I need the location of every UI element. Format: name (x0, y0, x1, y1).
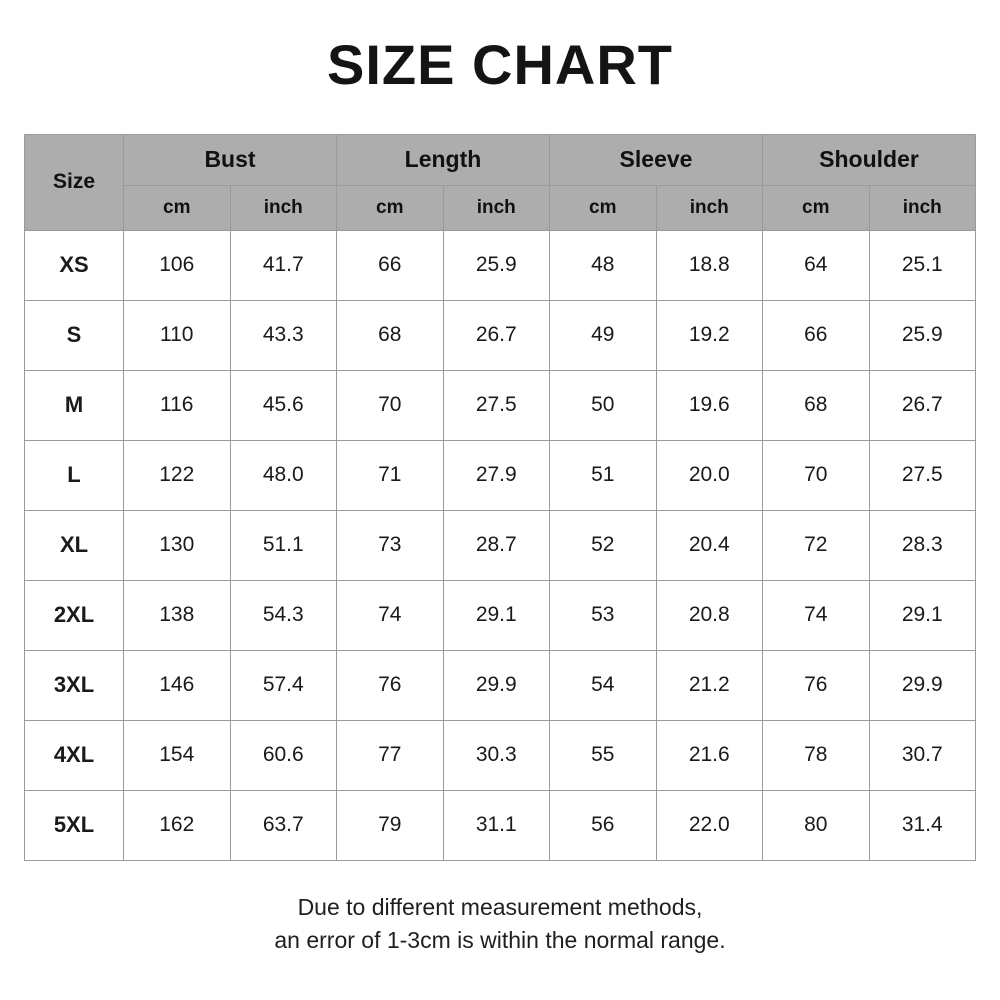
cell-sleeve-inch: 19.6 (656, 370, 763, 440)
cell-length-inch: 25.9 (443, 230, 550, 300)
cell-shoulder-cm: 72 (763, 510, 870, 580)
cell-sleeve-cm: 48 (550, 230, 657, 300)
cell-shoulder-inch: 29.1 (869, 580, 976, 650)
cell-sleeve-cm: 55 (550, 720, 657, 790)
cell-length-cm: 79 (337, 790, 444, 860)
cell-bust-cm: 130 (124, 510, 231, 580)
cell-shoulder-inch: 29.9 (869, 650, 976, 720)
cell-size: 4XL (25, 720, 124, 790)
cell-shoulder-cm: 76 (763, 650, 870, 720)
cell-length-inch: 27.9 (443, 440, 550, 510)
cell-length-cm: 71 (337, 440, 444, 510)
column-header-shoulder-inch: inch (869, 185, 976, 230)
cell-length-inch: 27.5 (443, 370, 550, 440)
cell-length-inch: 26.7 (443, 300, 550, 370)
cell-length-cm: 77 (337, 720, 444, 790)
cell-bust-inch: 48.0 (230, 440, 337, 510)
cell-shoulder-cm: 80 (763, 790, 870, 860)
cell-shoulder-cm: 66 (763, 300, 870, 370)
cell-length-cm: 73 (337, 510, 444, 580)
cell-size: M (25, 370, 124, 440)
cell-sleeve-inch: 20.8 (656, 580, 763, 650)
cell-size: 5XL (25, 790, 124, 860)
cell-length-inch: 29.1 (443, 580, 550, 650)
cell-length-inch: 28.7 (443, 510, 550, 580)
cell-bust-inch: 63.7 (230, 790, 337, 860)
cell-shoulder-inch: 31.4 (869, 790, 976, 860)
cell-bust-cm: 116 (124, 370, 231, 440)
table-row (25, 370, 976, 440)
cell-shoulder-cm: 64 (763, 230, 870, 300)
cell-bust-cm: 122 (124, 440, 231, 510)
column-header-length-cm: cm (337, 185, 444, 230)
cell-length-cm: 74 (337, 580, 444, 650)
column-group-bust: Bust (124, 134, 337, 185)
table-row (25, 510, 976, 580)
column-header-sleeve-cm: cm (550, 185, 657, 230)
cell-bust-cm: 106 (124, 230, 231, 300)
table-row (25, 440, 976, 510)
cell-length-inch: 30.3 (443, 720, 550, 790)
cell-shoulder-cm: 78 (763, 720, 870, 790)
cell-sleeve-cm: 49 (550, 300, 657, 370)
cell-shoulder-inch: 27.5 (869, 440, 976, 510)
cell-shoulder-inch: 28.3 (869, 510, 976, 580)
cell-length-cm: 66 (337, 230, 444, 300)
column-header-length-inch: inch (443, 185, 550, 230)
cell-bust-inch: 41.7 (230, 230, 337, 300)
measurement-note-line-1: Due to different measurement methods, (297, 893, 703, 920)
cell-bust-cm: 110 (124, 300, 231, 370)
cell-sleeve-cm: 52 (550, 510, 657, 580)
column-group-shoulder: Shoulder (763, 134, 976, 185)
column-header-sleeve-inch: inch (656, 185, 763, 230)
table-header-units-row (25, 185, 976, 230)
cell-sleeve-inch: 20.4 (656, 510, 763, 580)
cell-sleeve-cm: 50 (550, 370, 657, 440)
cell-length-cm: 68 (337, 300, 444, 370)
cell-shoulder-cm: 74 (763, 580, 870, 650)
cell-size: 2XL (25, 580, 124, 650)
column-group-length: Length (337, 134, 550, 185)
cell-size: XL (25, 510, 124, 580)
table-row (25, 300, 976, 370)
cell-length-inch: 31.1 (443, 790, 550, 860)
cell-size: 3XL (25, 650, 124, 720)
cell-size: S (25, 300, 124, 370)
cell-size: XS (25, 230, 124, 300)
cell-sleeve-inch: 21.2 (656, 650, 763, 720)
cell-bust-cm: 162 (124, 790, 231, 860)
cell-length-cm: 70 (337, 370, 444, 440)
cell-size: L (25, 440, 124, 510)
cell-sleeve-cm: 53 (550, 580, 657, 650)
cell-bust-cm: 154 (124, 720, 231, 790)
cell-shoulder-cm: 68 (763, 370, 870, 440)
size-chart-table-wrap (24, 134, 976, 861)
cell-bust-inch: 60.6 (230, 720, 337, 790)
table-row (25, 790, 976, 860)
cell-sleeve-inch: 22.0 (656, 790, 763, 860)
table-header (25, 134, 976, 230)
cell-sleeve-inch: 20.0 (656, 440, 763, 510)
measurement-note (274, 891, 725, 958)
cell-sleeve-inch: 21.6 (656, 720, 763, 790)
cell-bust-inch: 43.3 (230, 300, 337, 370)
cell-bust-cm: 138 (124, 580, 231, 650)
cell-sleeve-inch: 18.8 (656, 230, 763, 300)
measurement-note-line-2: an error of 1-3cm is within the normal range. (274, 926, 726, 953)
column-header-bust-inch: inch (230, 185, 337, 230)
table-row (25, 650, 976, 720)
table-header-groups-row (25, 134, 976, 185)
cell-sleeve-cm: 51 (550, 440, 657, 510)
cell-shoulder-inch: 25.1 (869, 230, 976, 300)
cell-shoulder-inch: 25.9 (869, 300, 976, 370)
cell-bust-inch: 54.3 (230, 580, 337, 650)
table-body (25, 230, 976, 860)
cell-length-inch: 29.9 (443, 650, 550, 720)
table-row (25, 580, 976, 650)
column-header-shoulder-cm: cm (763, 185, 870, 230)
column-header-size: Size (25, 134, 124, 230)
cell-sleeve-cm: 56 (550, 790, 657, 860)
cell-bust-inch: 45.6 (230, 370, 337, 440)
cell-shoulder-cm: 70 (763, 440, 870, 510)
cell-bust-cm: 146 (124, 650, 231, 720)
cell-bust-inch: 51.1 (230, 510, 337, 580)
cell-bust-inch: 57.4 (230, 650, 337, 720)
cell-sleeve-inch: 19.2 (656, 300, 763, 370)
table-row (25, 230, 976, 300)
table-row (25, 720, 976, 790)
cell-shoulder-inch: 26.7 (869, 370, 976, 440)
size-chart-table (24, 134, 976, 861)
cell-shoulder-inch: 30.7 (869, 720, 976, 790)
cell-sleeve-cm: 54 (550, 650, 657, 720)
page-title: SIZE CHART (327, 33, 673, 96)
column-group-sleeve: Sleeve (550, 134, 763, 185)
cell-length-cm: 76 (337, 650, 444, 720)
column-header-bust-cm: cm (124, 185, 231, 230)
